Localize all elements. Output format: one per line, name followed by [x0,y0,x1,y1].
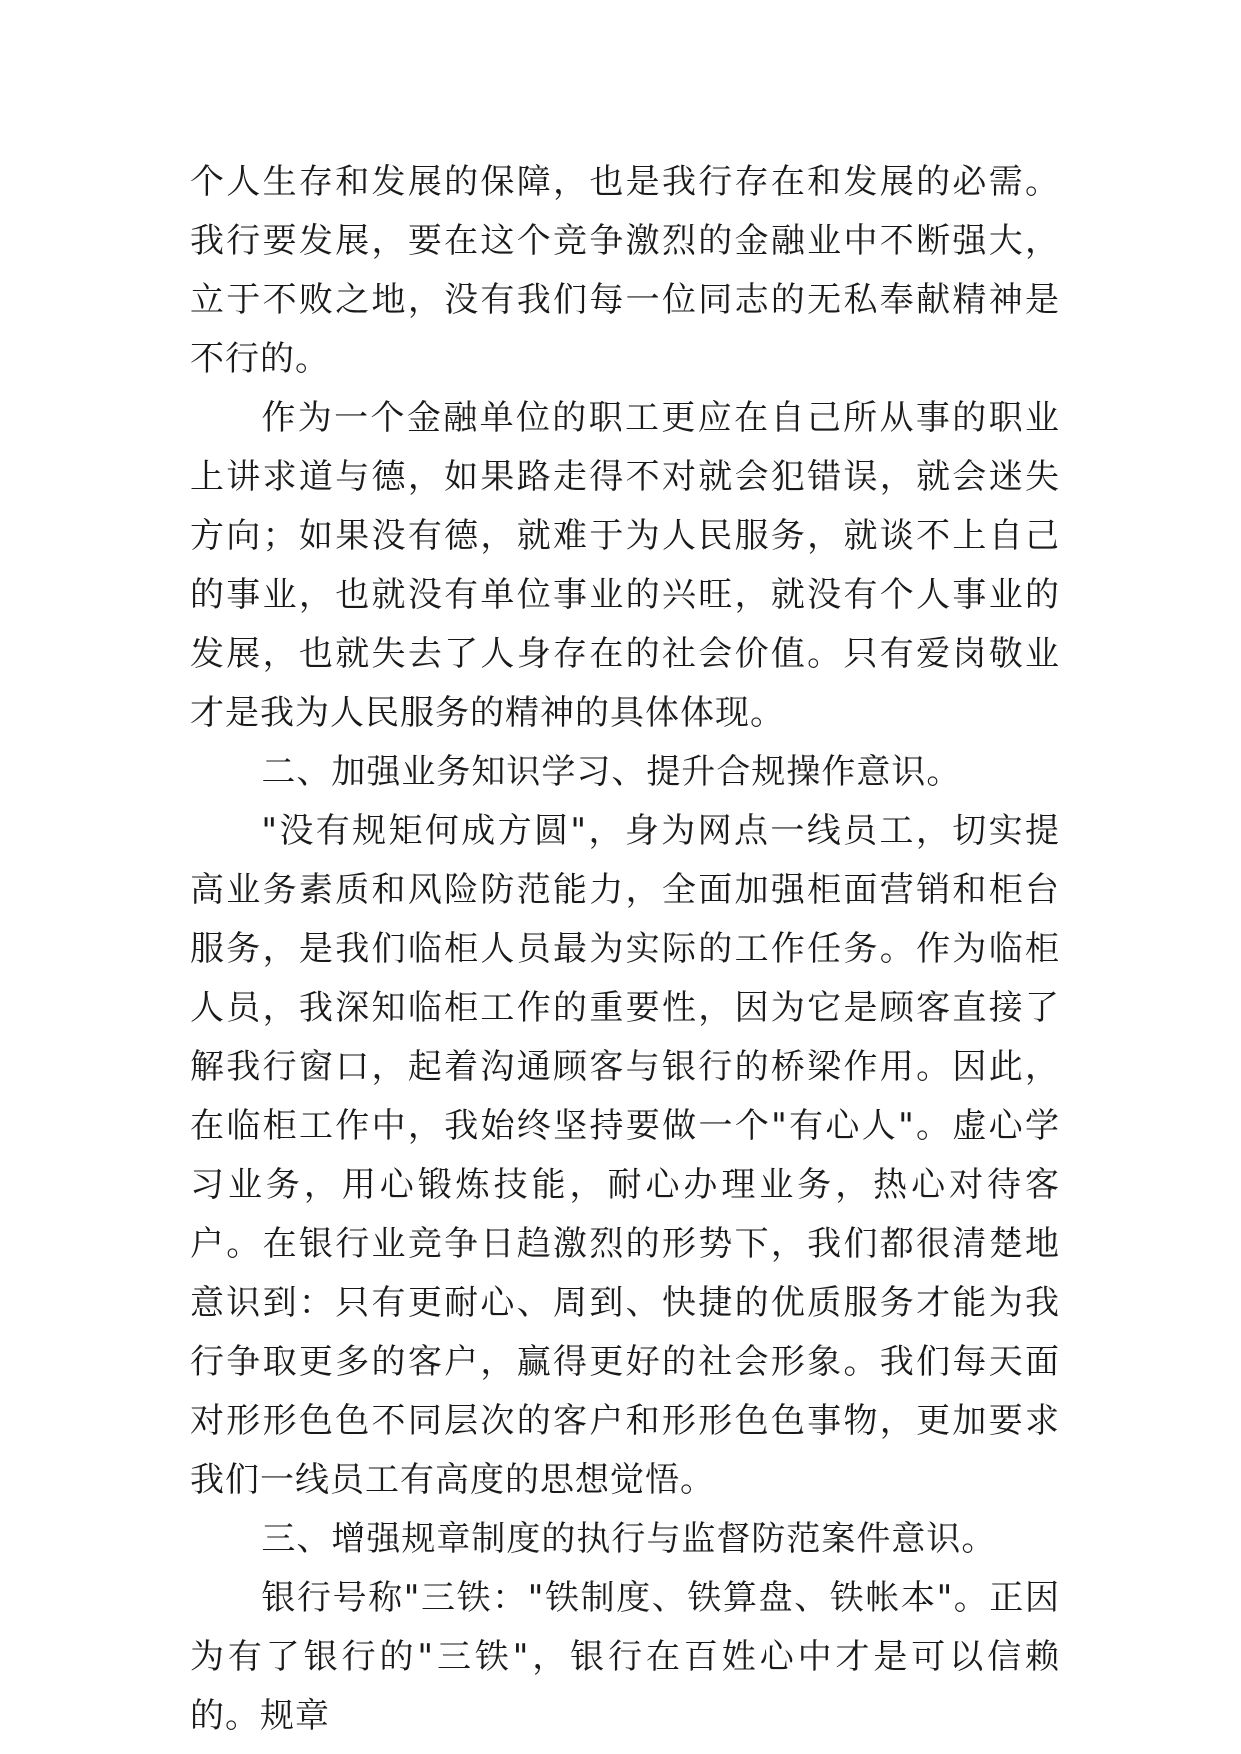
paragraph: 银行号称"三铁："铁制度、铁算盘、铁帐本"。正因为有了银行的"三铁"，银行在百姓心中才是可以信赖的。规章 [190,1578,1060,1736]
section-heading: 二、加强业务知识学习、提升合规操作意识。 [261,752,962,792]
paragraph: "没有规矩何成方圆"，身为网点一线员工，切实提高业务素质和风险防范能力，全面加强柜面营销和柜台服务，是我们临柜人员最为实际的工作任务。作为临柜人员，我深知临柜工作的重要性，因为它是顾客直接了解我行窗口，起着沟通顾客与银行的桥梁作用。因此，在临柜工作中，我始终坚持要做一个"有心人"。虚心学习业务，用心锻炼技能，耐心办理业务，热心对待客户。在银行业竞争日趋激烈的形势下，我们都很清楚地意识到：只有更耐心、周到、快捷的优质服务才能为我行争取更多的客户，赢得更好的社会形象。我们每天面对形形色色不同层次的客户和形形色色事物，更加要求我们一线员工有高度的思想觉悟。 [190,811,1060,1500]
body-text [190,153,1060,1746]
paragraph: 作为一个金融单位的职工更应在自己所从事的职业上讲求道与德，如果路走得不对就会犯错误，就会迷失方向；如果没有德，就难于为人民服务，就谈不上自己的事业，也就没有单位事业的兴旺，就没有个人事业的发展，也就失去了人身存在的社会价值。只有爱岗敬业才是我为人民服务的精神的具体体现。 [190,398,1060,733]
section-heading: 三、增强规章制度的执行与监督防范案件意识。 [261,1519,997,1559]
paragraph: 个人生存和发展的保障，也是我行存在和发展的必需。我行要发展，要在这个竞争激烈的金融业中不断强大，立于不败之地，没有我们每一位同志的无私奉献精神是不行的。 [190,162,1060,379]
